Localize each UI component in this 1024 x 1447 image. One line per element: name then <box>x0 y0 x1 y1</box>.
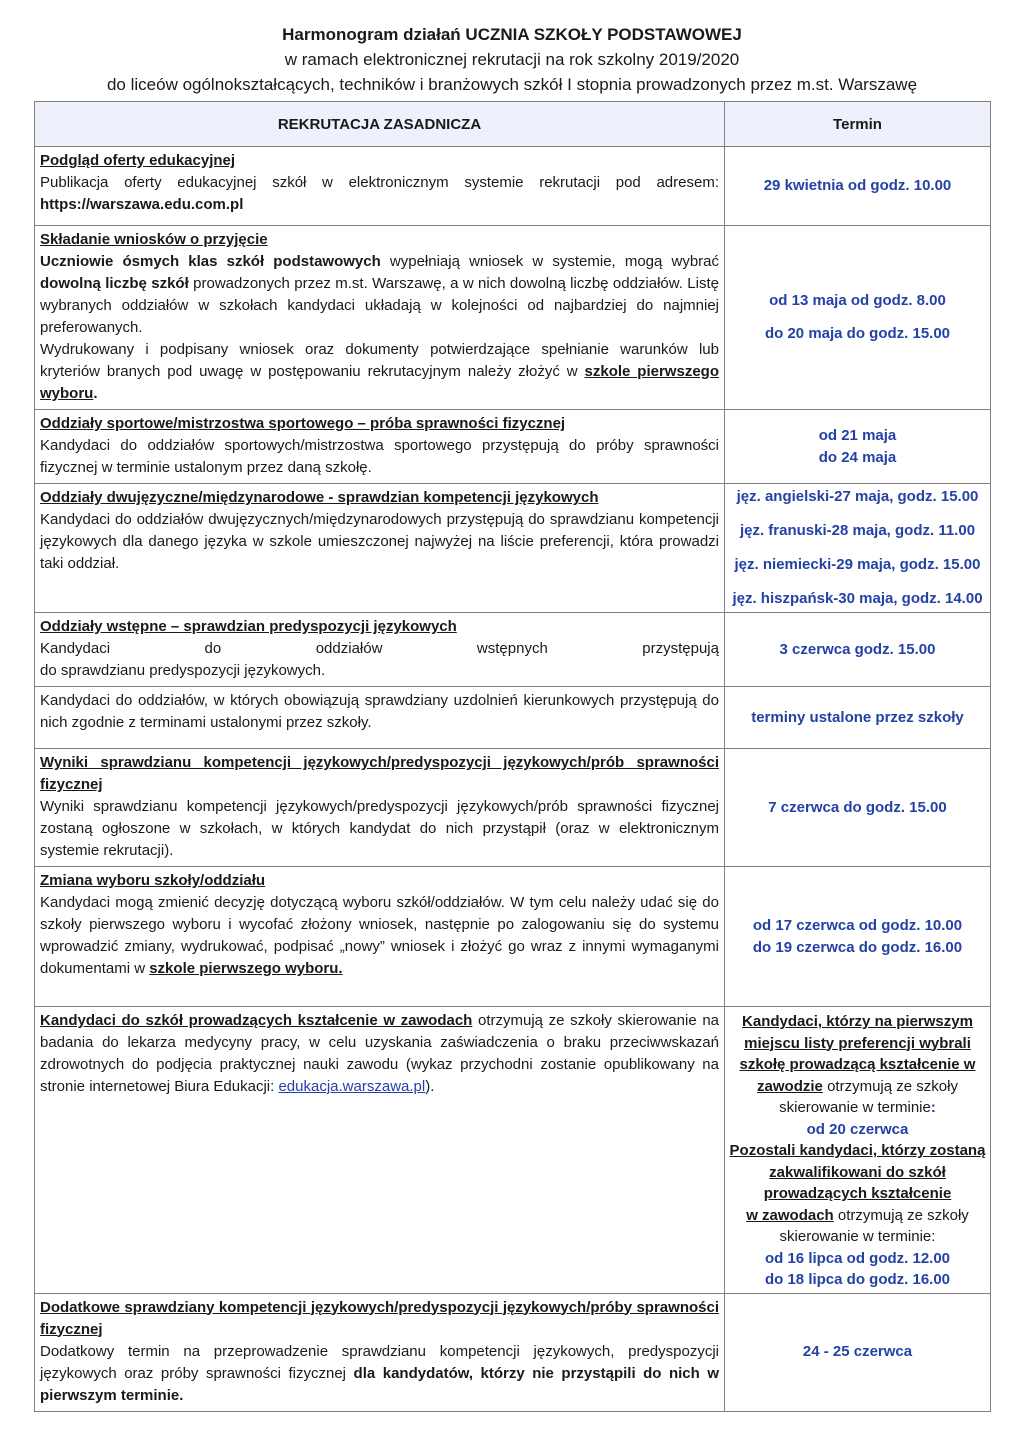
document-subtitle-2: do liceów ogólnokształcących, techników i branżowych szkół I stopnia prowadzonych przez m.st. Warszawę <box>106 75 918 94</box>
document-subtitle: w ramach elektronicznej rekrutacji na rok szkolny 2019/2020 <box>284 50 740 69</box>
schedule-table <box>34 101 991 1412</box>
term-note: otrzymują ze szkoły skierowanie w terminie: <box>779 1206 969 1245</box>
row-description <box>35 1293 725 1411</box>
term-note: otrzymują ze szkoły skierowanie w terminie <box>779 1077 958 1116</box>
row-term <box>725 613 991 687</box>
row-bold-text: Uczniowie ósmych klas szkół podstawowych <box>40 253 381 270</box>
row-emphasis: szkole pierwszego wyboru <box>40 363 719 402</box>
row-term <box>725 484 991 613</box>
row-description <box>35 410 725 484</box>
spacer <box>729 312 986 323</box>
table-row <box>35 147 991 226</box>
row-text: Wydrukowany i podpisany wniosek oraz dokumenty potwierdzające spełnianie warunków lub kryteriów branych pod uwagę w postępowaniu rekrutacyjnym należy złożyć w <box>40 341 719 380</box>
row-description <box>35 749 725 867</box>
row-term <box>725 410 991 484</box>
row-term <box>725 147 991 226</box>
term-english: jęz. angielski-27 maja, godz. 15.00 <box>736 488 979 505</box>
row-description <box>35 484 725 613</box>
table-row <box>35 1007 991 1294</box>
term-text: od 21 maja <box>818 426 897 444</box>
term-text: do 19 czerwca do godz. 16.00 <box>752 938 963 956</box>
row-text: prowadzonych przez m.st. Warszawę, a w nich dowolną liczbę oddziałów. Listę wybranych oddziałów w szkołach kandydaci układają w kolejności od najbardziej do najmniej preferowanych. <box>40 275 719 336</box>
term-text: 7 czerwca do godz. 15.00 <box>768 798 947 816</box>
table-row <box>35 226 991 410</box>
column-header-term: Termin <box>725 102 991 147</box>
system-url: https://warszawa.edu.com.pl <box>40 196 244 213</box>
term-text: do 20 maja do godz. 15.00 <box>764 325 951 342</box>
document-header <box>0 22 1024 97</box>
row-title: Kandydaci do szkół prowadzących kształcenie w zawodach <box>40 1012 473 1029</box>
table-row <box>35 1293 991 1411</box>
row-text: otrzymują ze szkoły skierowanie na badania do lekarza medycyny pracy, w celu uzyskania zaświadczenia o braku przeciwwskazań zdrowotnych do podjęcia praktycznej nauki zawodu (wykaz przychodni zostanie opublikowany na stronie internetowej Biura Edukacji: <box>40 1012 719 1095</box>
row-title: Podgląd oferty edukacyjnej <box>40 152 236 169</box>
education-office-link[interactable]: edukacja.warszawa.pl <box>278 1078 426 1095</box>
term-french: jęz. franuski-28 maja, godz. 11.00 <box>739 522 976 539</box>
row-text: Kandydaci do oddziałów dwujęzycznych/międzynarodowych przystępują do sprawdzianu kompetencji językowych dla danego języka w szkole umieszczonej najwyżej na liście preferencji, która prowadzi taki oddział. <box>40 511 719 572</box>
term-note-bold: Kandydaci, którzy na pierwszym miejscu listy preferencji wybrali szkołę prowadzącą kształcenie w zawodzie <box>739 1013 976 1095</box>
row-text: Publikacja oferty edukacyjnej szkół w elektronicznym systemie rekrutacji pod adresem: <box>40 174 719 191</box>
term-text: terminy ustalone przez szkoły <box>751 708 964 726</box>
row-text: wypełniają wniosek w systemie, mogą wybrać <box>380 253 719 270</box>
row-title: Wyniki sprawdzianu kompetencji językowych/predyspozycji językowych/prób sprawności fizycznej <box>40 754 719 793</box>
table-row <box>35 867 991 1007</box>
term-text: od 16 lipca od godz. 12.00 <box>764 1249 951 1267</box>
row-text: Dodatkowy termin na przeprowadzenie sprawdzianu kompetencji językowych, predyspozycji językowych oraz próby sprawności fizycznej <box>40 1342 719 1382</box>
row-description <box>35 1007 725 1294</box>
row-term <box>725 867 991 1007</box>
row-text: ). <box>425 1078 435 1095</box>
term-text: do 24 maja <box>818 448 897 466</box>
row-description <box>35 687 725 749</box>
row-title: Oddziały dwujęzyczne/międzynarodowe - sprawdzian kompetencji językowych <box>40 489 599 506</box>
row-emphasis: szkole pierwszego wyboru. <box>149 960 343 977</box>
term-text: do 18 lipca do godz. 16.00 <box>764 1271 951 1288</box>
term-text: od 13 maja od godz. 8.00 <box>769 292 946 309</box>
table-header-row <box>35 102 991 147</box>
row-title: Dodatkowe sprawdziany kompetencji językowych/predyspozycji językowych/próby sprawności fizycznej <box>40 1298 719 1338</box>
term-text: 24 - 25 czerwca <box>802 1343 913 1360</box>
row-description <box>35 147 725 226</box>
term-text: od 20 czerwca <box>806 1120 909 1138</box>
column-header-recruitment: REKRUTACJA ZASADNICZA <box>35 102 725 147</box>
row-term <box>725 226 991 410</box>
document-title: Harmonogram działań UCZNIA SZKOŁY PODSTAWOWEJ <box>282 25 742 44</box>
row-text: . <box>93 385 98 402</box>
row-term <box>725 687 991 749</box>
term-spanish: jęz. hiszpańsk-30 maja, godz. 14.00 <box>732 590 983 607</box>
row-title: Zmiana wyboru szkoły/oddziału <box>40 872 266 889</box>
row-term <box>725 1007 991 1294</box>
term-group-others <box>729 1140 986 1291</box>
row-term <box>725 749 991 867</box>
row-text: Wyniki sprawdzianu kompetencji językowych/predyspozycji językowych/prób sprawności fizycznej zostaną ogłoszone w szkołach, w których kandydat do nich przystąpił (oraz w elektronicznym systemie rekrutacji). <box>40 798 719 859</box>
row-text: Kandydaci do oddziałów, w których obowiązują sprawdziany uzdolnień kierunkowych przystępują do nich zgodnie z terminami ustalonymi przez szkoły. <box>40 692 719 731</box>
row-description <box>35 867 725 1007</box>
row-term <box>725 1293 991 1411</box>
table-row <box>35 613 991 687</box>
row-description <box>35 226 725 410</box>
term-note-bold: w zawodach <box>746 1206 834 1224</box>
term-note-bold: Pozostali kandydaci, którzy zostaną zakwalifikowani do szkół prowadzących kształcenie <box>729 1142 986 1202</box>
table-row <box>35 749 991 867</box>
term-text: od 17 czerwca od godz. 10.00 <box>752 916 963 934</box>
row-title: Oddziały sportowe/mistrzostwa sportowego – próba sprawności fizycznej <box>40 415 566 432</box>
row-title: Składanie wniosków o przyjęcie <box>40 231 268 248</box>
table-row <box>35 410 991 484</box>
term-note-colon: : <box>930 1099 936 1116</box>
row-text: do sprawdzianu predyspozycji językowych. <box>40 662 326 679</box>
term-group-first-choice <box>729 1011 986 1140</box>
row-text: Kandydaci mogą zmienić decyzję dotyczącą wyboru szkół/oddziałów. W tym celu należy udać się do szkoły pierwszego wyboru i wycofać złożony wniosek, następnie po zalogowaniu się do systemu wprowadzić zmiany, wydrukować, podpisać „nowy” wniosek i złożyć go wraz z innymi wymaganymi dokumentami w <box>40 894 719 977</box>
table-row <box>35 484 991 613</box>
table-row <box>35 687 991 749</box>
row-title: Oddziały wstępne – sprawdzian predyspozycji językowych <box>40 618 457 635</box>
term-text: 3 czerwca godz. 15.00 <box>779 640 936 658</box>
row-description <box>35 613 725 687</box>
row-bold-text: dla kandydatów, którzy nie przystąpili do nich w pierwszym terminie. <box>40 1364 719 1404</box>
term-german: jęz. niemiecki-29 maja, godz. 15.00 <box>734 556 981 573</box>
row-text: Kandydaci do oddziałów wstępnych przystępują <box>40 640 719 657</box>
row-text: Kandydaci do oddziałów sportowych/mistrzostwa sportowego przystępują do próby sprawności fizycznej w terminie ustalonym przez daną szkołę. <box>40 437 719 476</box>
term-text: 29 kwietnia od godz. 10.00 <box>763 177 952 194</box>
row-bold-text: dowolną liczbę szkół <box>40 275 189 292</box>
